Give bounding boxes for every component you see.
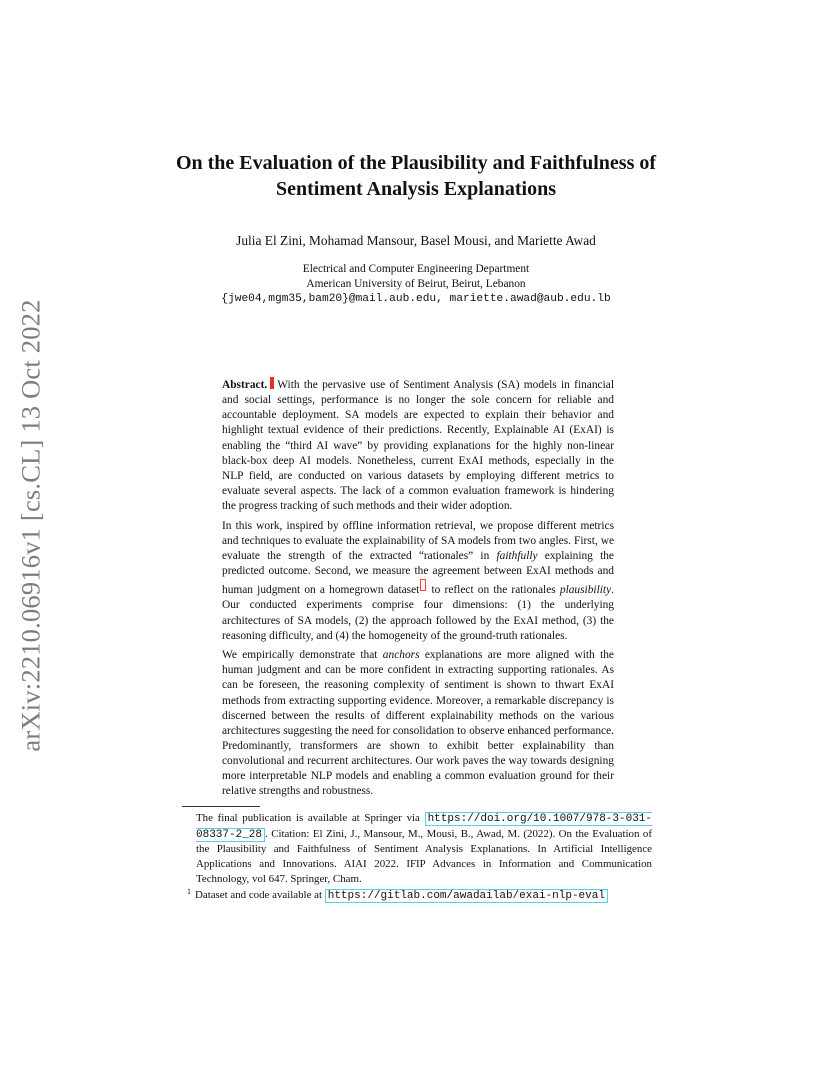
footnote-ref-1[interactable] bbox=[420, 579, 426, 591]
abstract-label: Abstract. bbox=[222, 379, 268, 391]
footnote-rule bbox=[182, 806, 260, 807]
citation-text: . Citation: El Zini, J., Mansour, M., Mousi, B., Awad, M. (2022). On the Evaluation of the Plausibility and Faithfulness of Sentiment Analysis Explanations. In Artificial Intelligence Applications and Innovations. AIAI 2022. IFIP Advances in Information and Communication Technology, vol 647. Springer, Cham. bbox=[196, 827, 652, 885]
emphasis-anchors: anchors bbox=[382, 649, 420, 662]
publication-note-text: The final publication is available at Springer via bbox=[196, 812, 425, 824]
paper-title bbox=[150, 150, 682, 202]
title-line-2: Sentiment Analysis Explanations bbox=[275, 178, 557, 200]
abstract-p3-text: We empirically demonstrate that bbox=[222, 649, 383, 662]
abstract-paragraph-1 bbox=[222, 377, 614, 514]
abstract-p2-text: to reflect on the rationales bbox=[427, 584, 560, 597]
author-emails: {jwe04,mgm35,bam20}@mail.aub.edu, mariette.awad@aub.edu.lb bbox=[221, 293, 611, 305]
affiliation-university: American University of Beirut, Beirut, Lebanon bbox=[306, 278, 526, 290]
emphasis-faithfully: faithfully bbox=[496, 549, 538, 562]
doi-link[interactable]: https://doi.org/10.1007/978-3-031-08337-2_28 bbox=[196, 813, 652, 841]
footnote-1-text: Dataset and code available at bbox=[195, 889, 325, 901]
abstract-paragraph-3 bbox=[222, 648, 614, 800]
abstract-p3-text: explanations are more aligned with the human judgment and can be more confident in extracting supporting rationales. As can be foreseen, the reasoning complexity of sentiment is shown to thwart ExAI methods from extracting supporting evidence. Moreover, a remarkable discrepancy is discerned between the results of different explainability methods on the various architectures suggesting the need for consolidation to observe enhanced performance. Predominantly, transformers are shown to exhibit better explainability than convolutional and recurrent architectures. Our work paves the way towards designing more interpretable NLP models and enabling a common evaluation ground for their relative strengths and robustness. bbox=[222, 649, 614, 798]
abstract-paragraph-2 bbox=[222, 519, 614, 644]
authors: Julia El Zini, Mohamad Mansour, Basel Mousi, and Mariette Awad bbox=[236, 233, 596, 248]
footnote-1 bbox=[187, 885, 657, 904]
abstract bbox=[222, 377, 614, 804]
affiliation-dept: Electrical and Computer Engineering Department bbox=[302, 263, 530, 275]
annotation-marker bbox=[270, 377, 274, 389]
emphasis-plausibility: plausibility bbox=[559, 584, 612, 597]
abstract-p2-text: . Our conducted experiments comprise four dimensions: (1) the underlying architectures of SA models, (2) the approach followed by the ExAI method, (3) the reasoning difficulty, and (4) the homogeneity of the ground-truth rationales. bbox=[222, 584, 614, 642]
arxiv-sidebar bbox=[13, 290, 49, 760]
affiliation bbox=[150, 262, 682, 307]
gitlab-link[interactable]: https://gitlab.com/awadailab/exai-nlp-eval bbox=[325, 889, 608, 903]
abstract-p1-text: With the pervasive use of Sentiment Analysis (SA) models in financial and social settings, performance is no longer the sole concern for reliable and accountable deployment. SA models are expected to explain their behavior and highlight textual evidence of their predictions. Recently, Explainable AI (ExAI) is enabling the “third AI wave” by providing explanations for the highly non-linear black-box deep AI models. Nonetheless, current ExAI methods, especially in the NLP field, are conducted on various datasets by employing different metrics to evaluate several aspects. The lack of a common evaluation framework is hindering the progress tracking of such methods and their wider adoption. bbox=[222, 379, 614, 513]
abstract-p2-text: explaining the predicted outcome. Second, we measure the agreement between ExAI methods and human judgment on a homegrown dataset bbox=[222, 549, 614, 597]
abstract-p2-text: In this work, inspired by offline information retrieval, we propose different metrics and techniques to evaluate the explainability of SA models from two angles. First, we evaluate the strength of the extracted “rationales” in bbox=[222, 519, 614, 562]
footnote-1-mark: 1 bbox=[187, 887, 191, 896]
publication-note bbox=[196, 811, 652, 887]
arxiv-id: arXiv:2210.06916v1 [cs.CL] 13 Oct 2022 bbox=[15, 298, 46, 752]
title-line-1: On the Evaluation of the Plausibility and Faithfulness of bbox=[175, 152, 657, 174]
